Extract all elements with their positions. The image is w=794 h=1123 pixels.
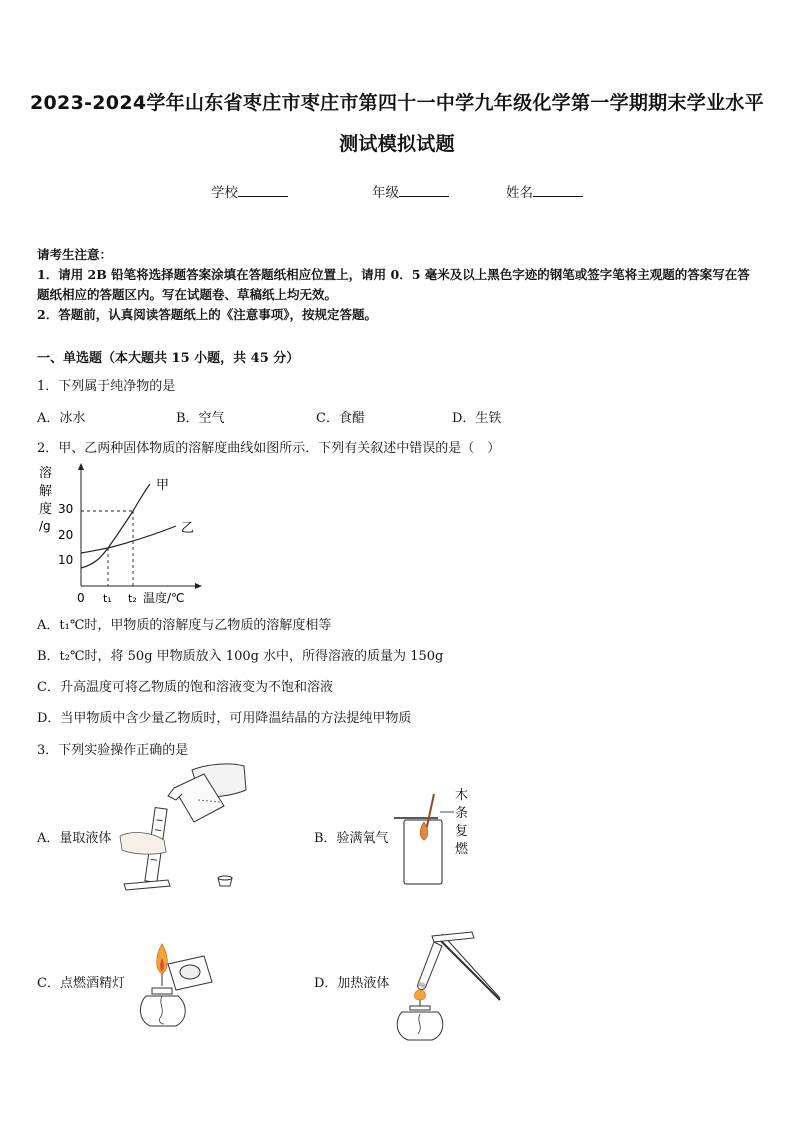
name-blank <box>533 182 583 197</box>
chart-ylabel-2: 解 <box>39 484 53 499</box>
x-tick-t1: t₁ <box>103 592 112 605</box>
notice-heading: 请考生注意： <box>37 247 113 262</box>
heating-liquid-illustration <box>388 928 508 1046</box>
school-label: 学校 <box>211 185 238 201</box>
q1-stem: 1．下列属于纯净物的是 <box>37 379 176 394</box>
x-axis-arrow <box>195 583 202 589</box>
name-field <box>506 181 583 201</box>
grade-field <box>372 181 449 201</box>
q3-option-c: C．点燃酒精灯 <box>37 976 125 991</box>
q2-option-c: C．升高温度可将乙物质的饱和溶液变为不饱和溶液 <box>37 680 333 695</box>
y-axis-arrow <box>78 463 84 470</box>
page-title: 2023-2024学年山东省枣庄市枣庄市第四十一中学九年级化学第一学期期末学业水平 <box>30 92 764 114</box>
series-yi-curve <box>81 526 176 553</box>
q3-option-a: A．量取液体 <box>37 831 112 846</box>
school-blank <box>238 182 288 197</box>
y-tick-30: 30 <box>58 502 74 516</box>
annotation-char-1: 木 <box>455 788 469 803</box>
annotation-char-4: 燃 <box>455 842 469 857</box>
q1-option-a: A．冰水 <box>37 411 86 426</box>
q2-option-d: D．当甲物质中含少量乙物质时，可用降温结晶的方法提纯甲物质 <box>37 711 412 726</box>
chart-ylabel-3: 度 <box>39 502 53 517</box>
series-yi-label: 乙 <box>181 521 195 536</box>
q3-option-b: B．验满氧气 <box>314 831 389 846</box>
q2-option-b: B．t₂℃时，将 50g 甲物质放入 100g 水中，所得溶液的质量为 150g <box>37 649 444 664</box>
oxygen-annotation <box>455 787 471 859</box>
measuring-liquid-illustration <box>112 760 252 895</box>
notice-item-1: 1．请用 2B 铅笔将选择题答案涂填在答题纸相应位置上，请用 0．5 毫米及以上黑色字迹的钢笔或签字笔将主观题的答案写在答题纸相应的答题区内。写在试题卷、草稿纸上均无效。 <box>37 267 750 302</box>
grade-label: 年级 <box>372 185 399 201</box>
notice-block <box>37 245 759 325</box>
x-axis-label: 温度/℃ <box>143 591 185 605</box>
series-jia-label: 甲 <box>156 478 170 493</box>
page-title-line2: 测试模拟试题 <box>339 133 455 155</box>
q3-option-d: D．加热液体 <box>314 976 390 991</box>
annotation-char-3: 复 <box>455 824 469 839</box>
chart-ylabel-1: 溶 <box>39 466 53 481</box>
annotation-char-2: 条 <box>455 806 469 821</box>
x-tick-t2: t₂ <box>128 592 137 605</box>
name-label: 姓名 <box>506 185 533 201</box>
q2-option-a: A．t₁℃时，甲物质的溶解度与乙物质的溶解度相等 <box>37 618 332 633</box>
x-origin: 0 <box>77 591 85 605</box>
q3-stem: 3．下列实验操作正确的是 <box>37 743 189 758</box>
section-heading: 一、单选题（本大题共 15 小题，共 45 分） <box>37 351 300 366</box>
grade-blank <box>399 182 449 197</box>
q2-stem: 2．甲、乙两种固体物质的溶解度曲线如图所示．下列有关叙述中错误的是（ ） <box>37 441 501 456</box>
q1-option-b: B．空气 <box>176 411 225 426</box>
school-field <box>211 181 288 201</box>
q1-option-d: D．生铁 <box>452 411 502 426</box>
y-tick-20: 20 <box>58 528 74 542</box>
q1-option-c: C．食醋 <box>316 411 365 426</box>
alcohol-lamp-illustration <box>128 938 218 1030</box>
solubility-chart <box>36 460 216 608</box>
notice-item-2: 2．答题前，认真阅读答题纸上的《注意事项》，按规定答题。 <box>37 307 377 322</box>
series-jia-curve <box>81 484 150 568</box>
y-tick-10: 10 <box>58 553 74 567</box>
chart-ylabel-4: /g <box>39 519 51 533</box>
